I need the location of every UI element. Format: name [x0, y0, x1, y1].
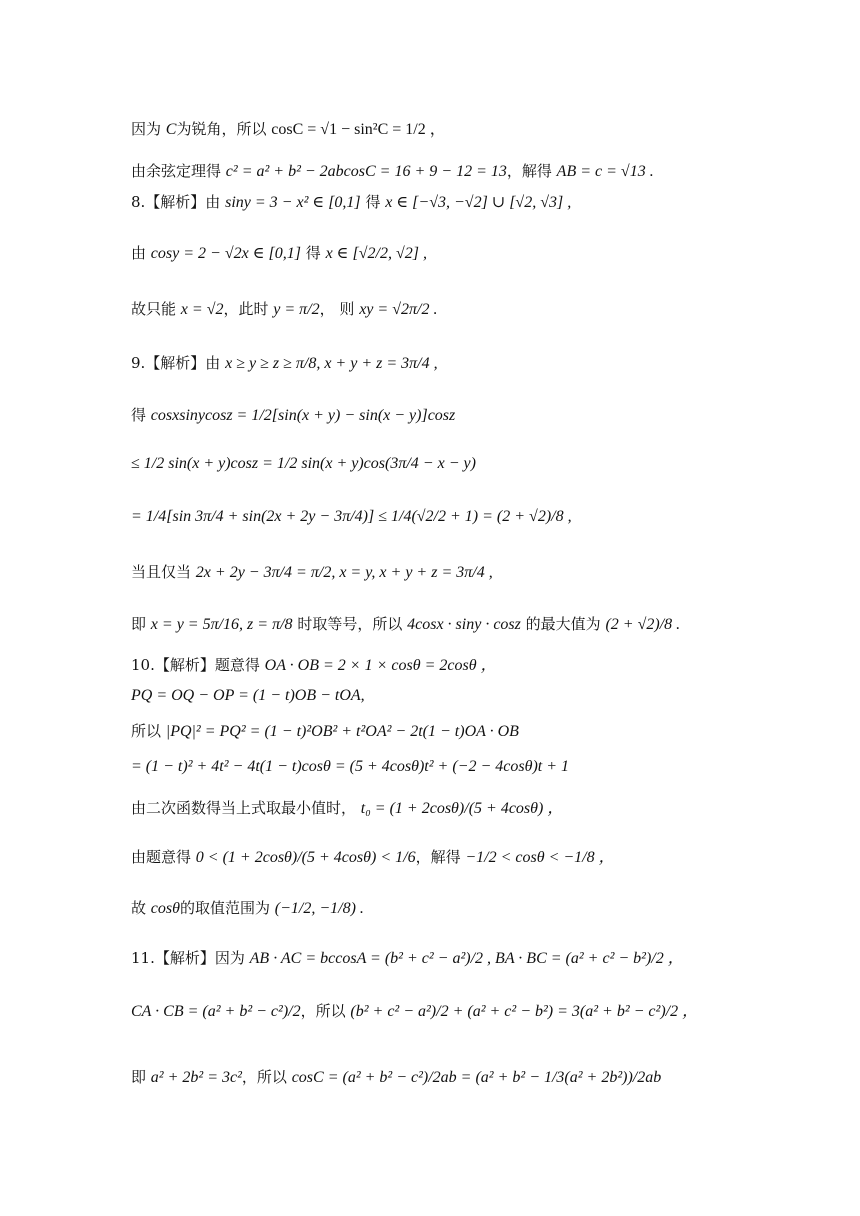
- math-formula: AB = c = √13 .: [556, 163, 654, 180]
- math-formula: cosy = 2 − √2x ∈ [0,1]: [150, 245, 301, 262]
- text-line: [131, 118, 446, 141]
- text: 当且仅当: [131, 563, 192, 581]
- math-formula: x = √2: [180, 301, 224, 318]
- text: 时取等号，所以: [297, 615, 403, 633]
- text: 为锐角，所以: [176, 120, 267, 138]
- math-formula: (2 + √2)/8 .: [605, 616, 681, 633]
- text-line: [131, 755, 569, 778]
- math-formula: |PQ|² = PQ² = (1 − t)²OB² + t²OA² − 2t(1 − t)OA · OB: [165, 723, 519, 740]
- math-formula: ≤ 1/2 sin(x + y)cosz = 1/2 sin(x + y)cos(3π/4 − x − y): [131, 455, 476, 472]
- math-formula: PQ = OQ − OP = (1 − t)OB − tOA,: [131, 687, 365, 704]
- text: 所以: [131, 722, 162, 740]
- text-line: [131, 613, 680, 636]
- text: ， 则: [319, 300, 355, 318]
- text-line: [131, 404, 455, 427]
- text: ，此时: [223, 300, 269, 318]
- text: 由题意得: [131, 848, 192, 866]
- math-formula: AB · AC = bccosA = (b² + c² − a²)/2 , BA · BC = (a² + c² − b²)/2 ，: [249, 950, 684, 967]
- problem-label: 9.【解析】由: [131, 354, 221, 372]
- text-line: [131, 797, 563, 820]
- text-line: [131, 846, 615, 869]
- math-formula: cosxsinycosz = 1/2[sin(x + y) − sin(x − y)]cosz: [150, 407, 456, 424]
- math-formula: siny = 3 − x² ∈ [0,1]: [225, 194, 361, 211]
- text-line: [131, 947, 684, 970]
- math-formula: x ∈ [−√3, −√2] ∪ [√2, √3] ,: [385, 194, 572, 211]
- text-line: [131, 298, 437, 321]
- text: 得: [365, 193, 381, 211]
- text-line: [131, 1066, 661, 1089]
- text-line: [131, 654, 497, 677]
- math-formula: OA · OB = 2 × 1 × cosθ = 2cosθ ，: [264, 657, 497, 674]
- text: 的取值范围为: [179, 899, 270, 917]
- math-formula: y = π/2: [273, 301, 320, 318]
- math-formula: = (1 − t)² + 4t² − 4t(1 − t)cosθ = (5 + 4cosθ)t² + (−2 − 4cosθ)t + 1: [131, 758, 570, 775]
- text-line: [131, 1000, 698, 1023]
- text-line: [131, 160, 654, 183]
- text: 因为: [131, 120, 162, 138]
- text: 得: [305, 244, 321, 262]
- text: 由二次函数得当上式取最小值时，: [131, 799, 357, 817]
- problem-label: 11.【解析】因为: [131, 949, 245, 967]
- text: 由: [131, 244, 147, 262]
- math-formula: a² + 2b² = 3c²: [150, 1069, 242, 1086]
- math-formula: t₀ = (1 + 2cosθ)/(5 + 4cosθ) ，: [360, 800, 564, 817]
- text: ，所以: [300, 1002, 346, 1020]
- math-formula: 4cosx · siny · cosz: [407, 616, 521, 633]
- math-formula: CA · CB = (a² + b² − c²)/2: [131, 1003, 301, 1020]
- text: 即: [131, 615, 147, 633]
- text-line: [131, 242, 427, 265]
- text-line: [131, 684, 365, 707]
- text: ，解得: [506, 162, 552, 180]
- text-line: [131, 720, 519, 743]
- math-formula: (b² + c² − a²)/2 + (a² + c² − b²) = 3(a² + b² − c²)/2 ，: [350, 1003, 699, 1020]
- text: 即: [131, 1068, 147, 1086]
- problem-label: 10.【解析】题意得: [131, 656, 260, 674]
- math-formula: 2x + 2y − 3π/4 = π/2, x = y, x + y + z = 3π/4 ,: [195, 564, 493, 581]
- text: ，解得: [415, 848, 461, 866]
- text-line: [131, 505, 572, 528]
- math: C: [165, 121, 177, 138]
- text-line: [131, 191, 571, 214]
- math-formula: −1/2 < cosθ < −1/8 ，: [465, 849, 615, 866]
- math-formula: x ≥ y ≥ z ≥ π/8, x + y + z = 3π/4 ,: [225, 355, 438, 372]
- math-formula: xy = √2π/2 .: [359, 301, 438, 318]
- math-formula: (−1/2, −1/8) .: [274, 900, 364, 917]
- math-formula: cosC = (a² + b² − c²)/2ab = (a² + b² − 1/3(a² + 2b²))/2ab: [291, 1069, 662, 1086]
- math-formula: cosC = √1 − sin²C = 1/2 ，: [271, 121, 446, 138]
- text-line: [131, 897, 364, 920]
- math-formula: 0 < (1 + 2cosθ)/(5 + 4cosθ) < 1/6: [195, 849, 416, 866]
- text-line: [131, 561, 493, 584]
- text-line: [131, 452, 476, 475]
- math-formula: cosθ: [150, 900, 180, 917]
- text: 的最大值为: [525, 615, 601, 633]
- math-formula: = 1/4[sin 3π/4 + sin(2x + 2y − 3π/4)] ≤ 1/4(√2/2 + 1) = (2 + √2)/8 ,: [131, 508, 572, 525]
- math-formula: x = y = 5π/16, z = π/8: [150, 616, 293, 633]
- text: 故只能: [131, 300, 177, 318]
- text: ，所以: [241, 1068, 287, 1086]
- problem-label: 8.【解析】由: [131, 193, 221, 211]
- math-formula: c² = a² + b² − 2abcosC = 16 + 9 − 12 = 13: [225, 163, 507, 180]
- text: 得: [131, 406, 147, 424]
- text-line: [131, 352, 438, 375]
- text: 由余弦定理得: [131, 162, 222, 180]
- math-formula: x ∈ [√2/2, √2] ,: [325, 245, 427, 262]
- text: 故: [131, 899, 147, 917]
